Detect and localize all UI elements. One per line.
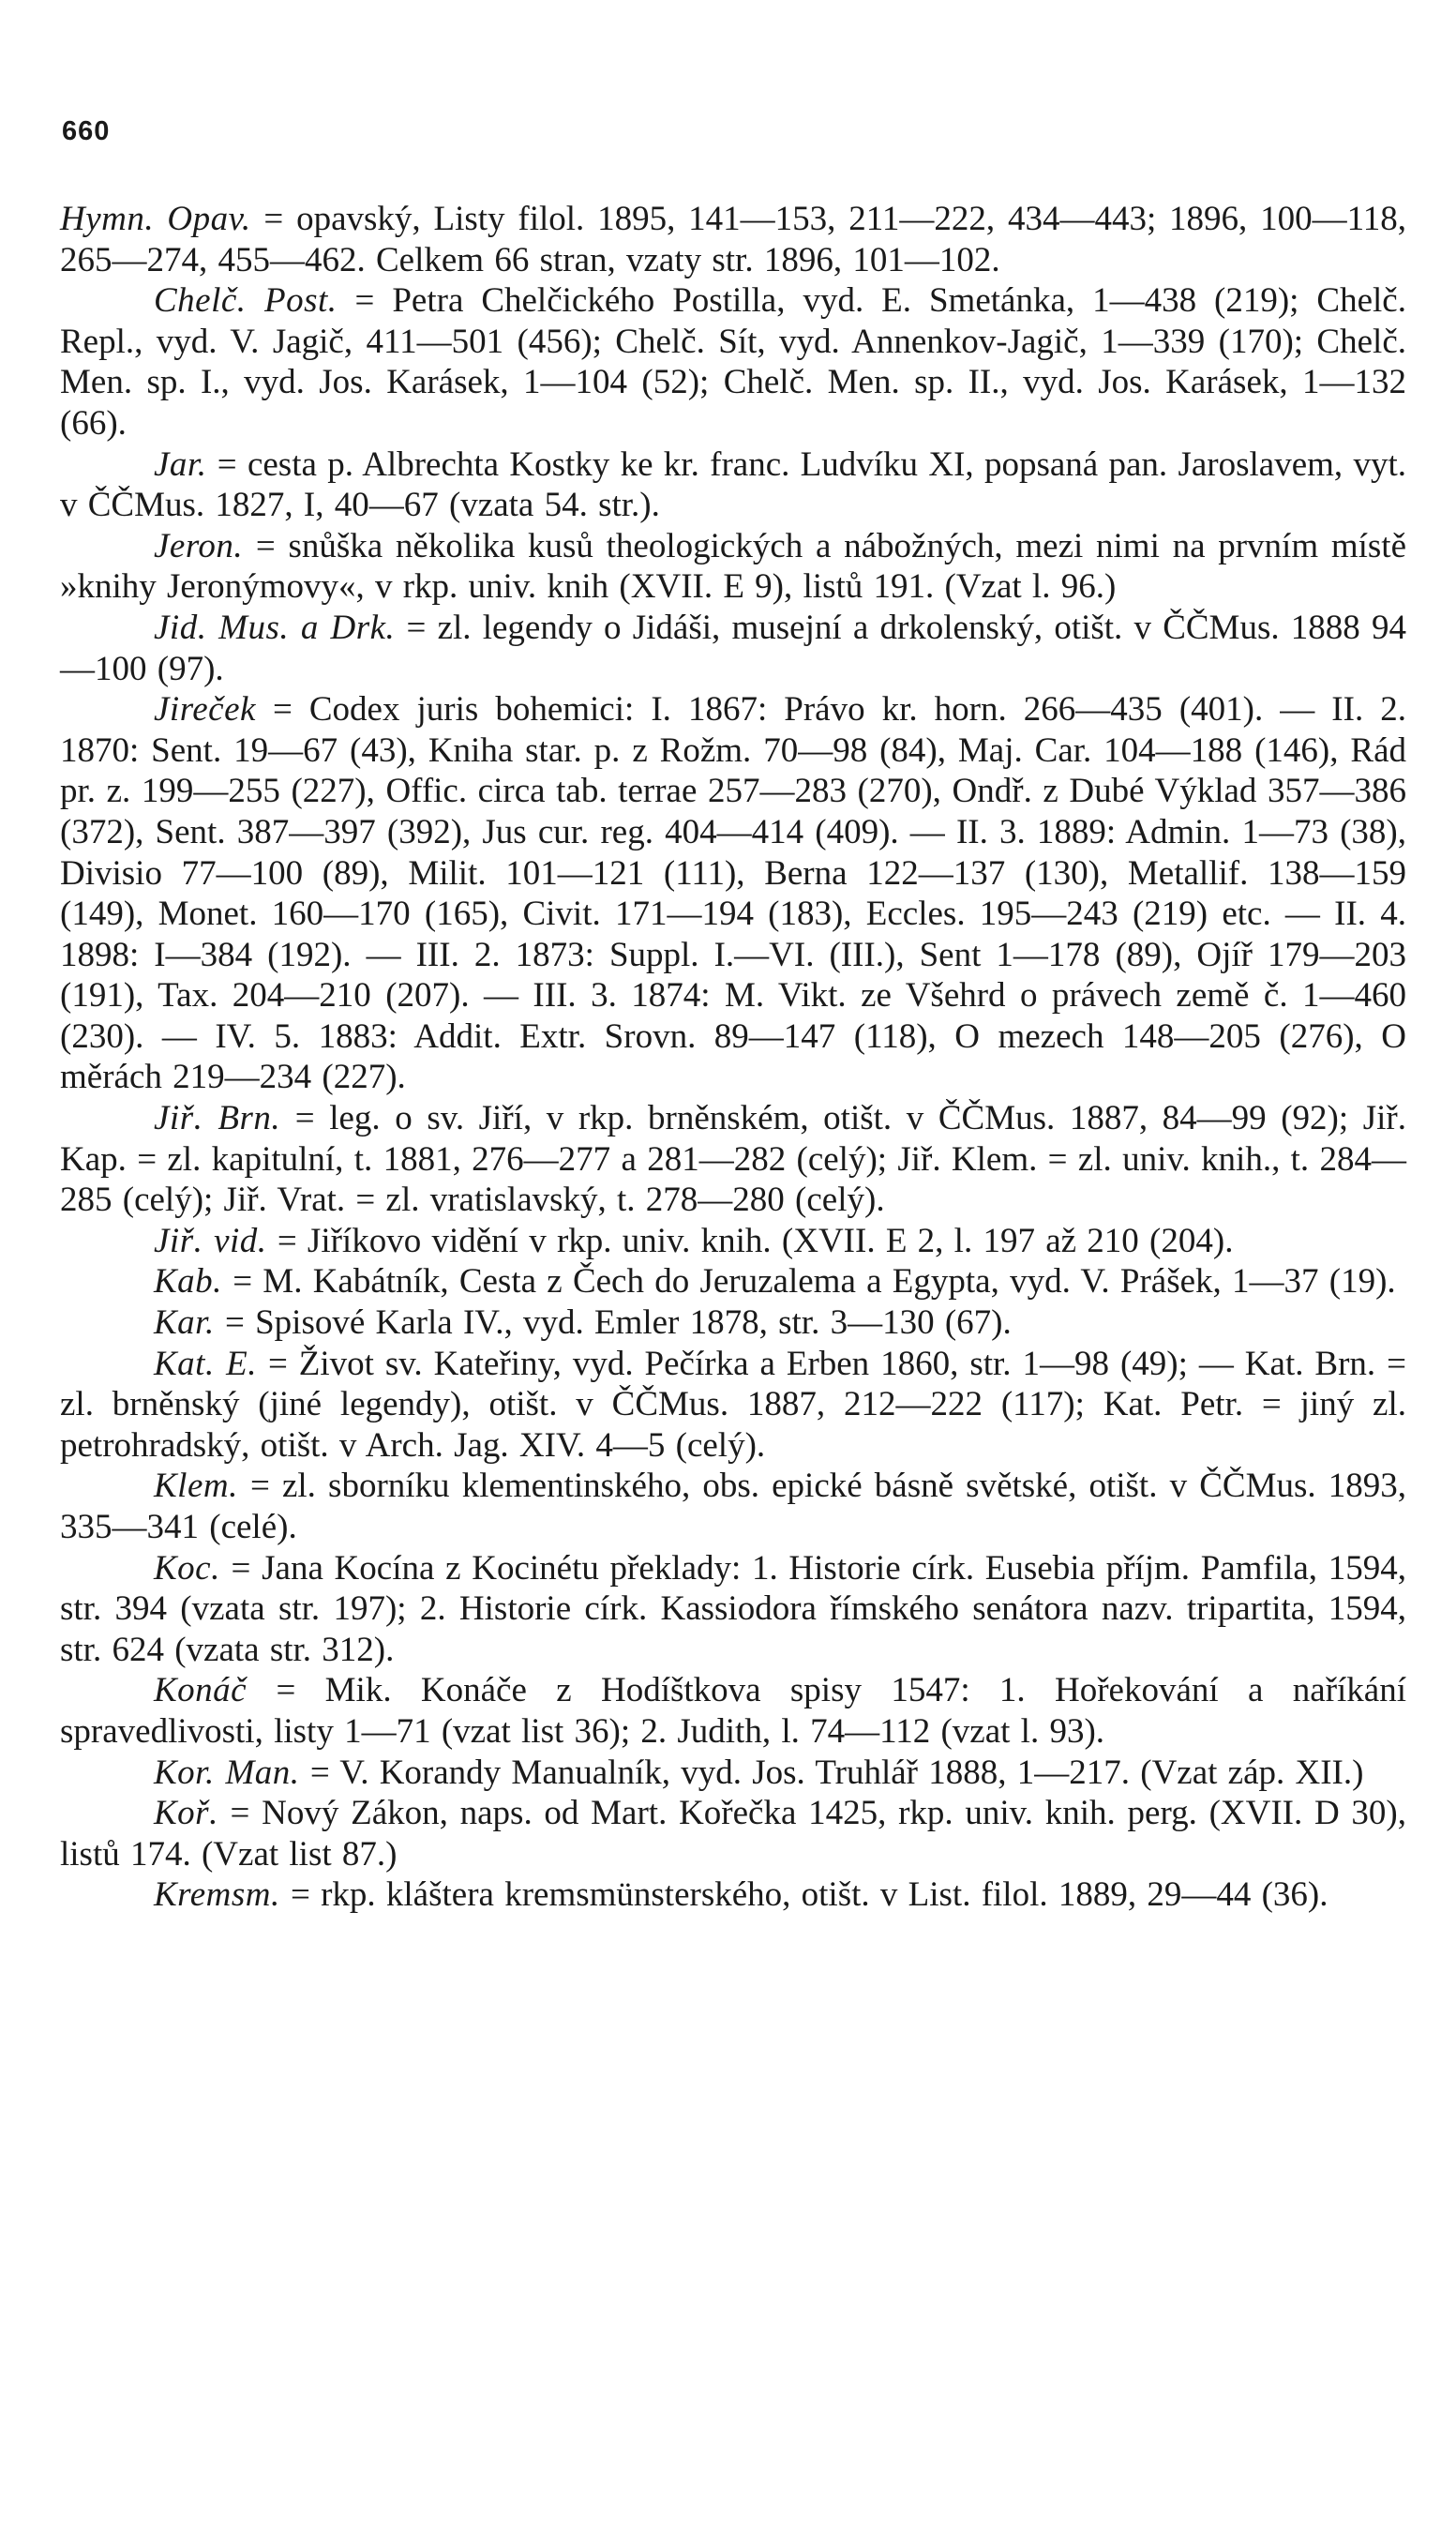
entry-text: = opavský, Listy filol. 1895, 141—153, 211—222, 434—443; 1896, 100—118, 265—274, 455—462. Celkem 66 stran, vzaty str. 1896, 101—102. [60,200,1406,279]
entry-text: = V. Korandy Manualník, vyd. Jos. Truhlář 1888, 1—217. (Vzat záp. XII.) [299,1753,1364,1792]
entry-abbreviation: Jar. [154,444,207,484]
entry-abbreviation: Kremsm. [154,1875,280,1915]
entry-jid [60,608,1406,689]
entry-text: = zl. legendy o Jidáši, musejní a drkolenský, otišt. v ČČMus. 1888 94—100 (97). [60,608,1406,688]
entry-text: = Mik. Konáče z Hodíštkova spisy 1547: 1. Hořekování a naříkání spravedlivosti, listy 1—71 (vzat list 36); 2. Judith, l. 74—112 (vzat l. 93). [60,1671,1406,1751]
entry-text: = Nový Zákon, naps. od Mart. Kořečka 1425, rkp. univ. knih. perg. (XVII. D 30), listů 174. (Vzat list 87.) [60,1794,1406,1874]
entry-text: = M. Kabátník, Cesta z Čech do Jeruzalema a Egypta, vyd. V. Prášek, 1—37 (19). [221,1262,1396,1302]
entry-abbreviation: Jeron. [154,526,244,565]
entry-text: = Spisové Karla IV., vyd. Emler 1878, str. 3—130 (67). [214,1303,1012,1343]
entry-abbreviation: Kat. E. [154,1344,258,1383]
entry-abbreviation: Konáč [154,1671,248,1710]
entry-abbreviation: Klem. [154,1467,238,1506]
entry-jar [60,444,1406,526]
page-number: 660 [62,116,111,146]
entry-text: = Petra Chelčického Postilla, vyd. E. Smetánka, 1—438 (219); Chelč. Repl., vyd. V. Jagič, 411—501 (456); Chelč. Sít, vyd. Annenkov-Jagič, 1—339 (170); Chelč. Men. sp. I., vyd. Jos. Karásek, 1—104 (52); Chelč. Men. sp. II., vyd. Jos. Karásek, 1—132 (66). [60,281,1406,443]
entry-abbreviation: Koř. [154,1794,218,1833]
entry-jir-vid [60,1221,1406,1262]
entry-abbreviation: Jiř. vid. [154,1221,267,1260]
entry-jir-brn [60,1098,1406,1221]
entry-abbreviation: Kab. [154,1262,222,1302]
entry-kar [60,1302,1406,1344]
entry-text: = Život sv. Kateřiny, vyd. Pečírka a Erben 1860, str. 1—98 (49); — Kat. Brn. = zl. brněnský (jiné legendy), otišt. v ČČMus. 1887, 212—222 (117); Kat. Petr. = jiný zl. petrohradský, otišt. v Arch. Jag. XIV. 4—5 (celý). [60,1344,1406,1465]
entry-kremsm [60,1874,1406,1916]
entry-text: = zl. sborníku klementinského, obs. epické básně světské, otišt. v ČČMus. 1893, 335—341 (celé). [60,1467,1406,1546]
entry-text: = Jana Kocína z Kocinétu překlady: 1. Historie círk. Eusebia příjm. Pamfila, 1594, str. 394 (vzata str. 197); 2. Historie círk. Kassiodora římského senátora nazv. tripartita, 1594, str. 624 (vzata str. 312). [60,1548,1406,1669]
entry-text: = Jiříkovo vidění v rkp. univ. knih. (XVII. E 2, l. 197 až 210 (204). [266,1221,1234,1260]
entry-abbreviation: Jiř. Brn. [154,1099,281,1138]
entry-abbreviation: Kar. [154,1303,215,1343]
entry-text: = leg. o sv. Jiří, v rkp. brněnském, otišt. v ČČMus. 1887, 84—99 (92); Jiř. Kap. = zl. kapitulní, t. 1881, 276—277 a 281—282 (celý); Jiř. Klem. = zl. univ. knih., t. 284—285 (celý); Jiř. Vrat. = zl. vratislavský, t. 278—280 (celý). [60,1099,1406,1220]
entry-abbreviation: Jid. Mus. a Drk. [154,608,396,647]
entry-text: = Codex juris bohemici: I. 1867: Právo kr. horn. 266—435 (401). — II. 2. 1870: Sent. 19—67 (43), Kniha star. p. z Rožm. 70—98 (84), Maj. Car. 104—188 (146), Rád pr. z. 199—255 (227), Offic. circa tab. terrae 257—283 (270), Ondř. z Dubé Výklad 357—386 (372), Sent. 387—397 (392), Jus cur. reg. 404—414 (409). — II. 3. 1889: Admin. 1—73 (38), Divisio 77—100 (89), Milit. 101—121 (111), Berna 122—137 (130), Metallif. 138—159 (149), Monet. 160—170 (165), Civit. 171—194 (183), Eccles. 195—243 (219) etc. — II. 4. 1898: I—384 (192). — III. 2. 1873: Suppl. I.—VI. (III.), Sent 1—178 (89), Ojíř 179—203 (191), Tax. 204—210 (207). — III. 3. 1874: M. Vikt. ze Všehrd o právech země č. 1—460 (230). — IV. 5. 1883: Addit. Extr. Srovn. 89—147 (118), O mezech 148—205 (276), O měrách 219—234 (227). [60,690,1406,1097]
entry-text: = rkp. kláštera kremsmünsterského, otišt. v List. filol. 1889, 29—44 (36). [279,1875,1328,1915]
entry-abbreviation: Jireček [154,690,256,730]
entry-abbreviation: Koc. [154,1548,220,1588]
entry-jeron [60,526,1406,608]
entry-kor-man [60,1753,1406,1794]
entry-klem [60,1466,1406,1547]
entry-koc [60,1548,1406,1671]
entry-text: = cesta p. Albrechta Kostky ke kr. franc. Ludvíku XI, popsaná pan. Jaroslavem, vyt. v ČČMus. 1827, I, 40—67 (vzata 54. str.). [60,444,1406,525]
abbreviation-list [60,199,1406,1916]
entry-hymn-opav [60,199,1406,280]
entry-kab [60,1261,1406,1302]
entry-abbreviation: Chelč. Post. [154,281,338,321]
entry-kat [60,1344,1406,1467]
entry-abbreviation: Kor. Man. [154,1753,300,1792]
entry-kor [60,1793,1406,1874]
entry-konac [60,1670,1406,1752]
entry-abbreviation: Hymn. Opav. [60,200,251,238]
entry-text: = snůška několika kusů theologických a nábožných, mezi nimi na prvním místě »knihy Jeronýmovy«, v rkp. univ. knih (XVII. E 9), listů 191. (Vzat l. 96.) [60,526,1406,607]
entry-chelc [60,280,1406,444]
entry-jirecek [60,689,1406,1098]
